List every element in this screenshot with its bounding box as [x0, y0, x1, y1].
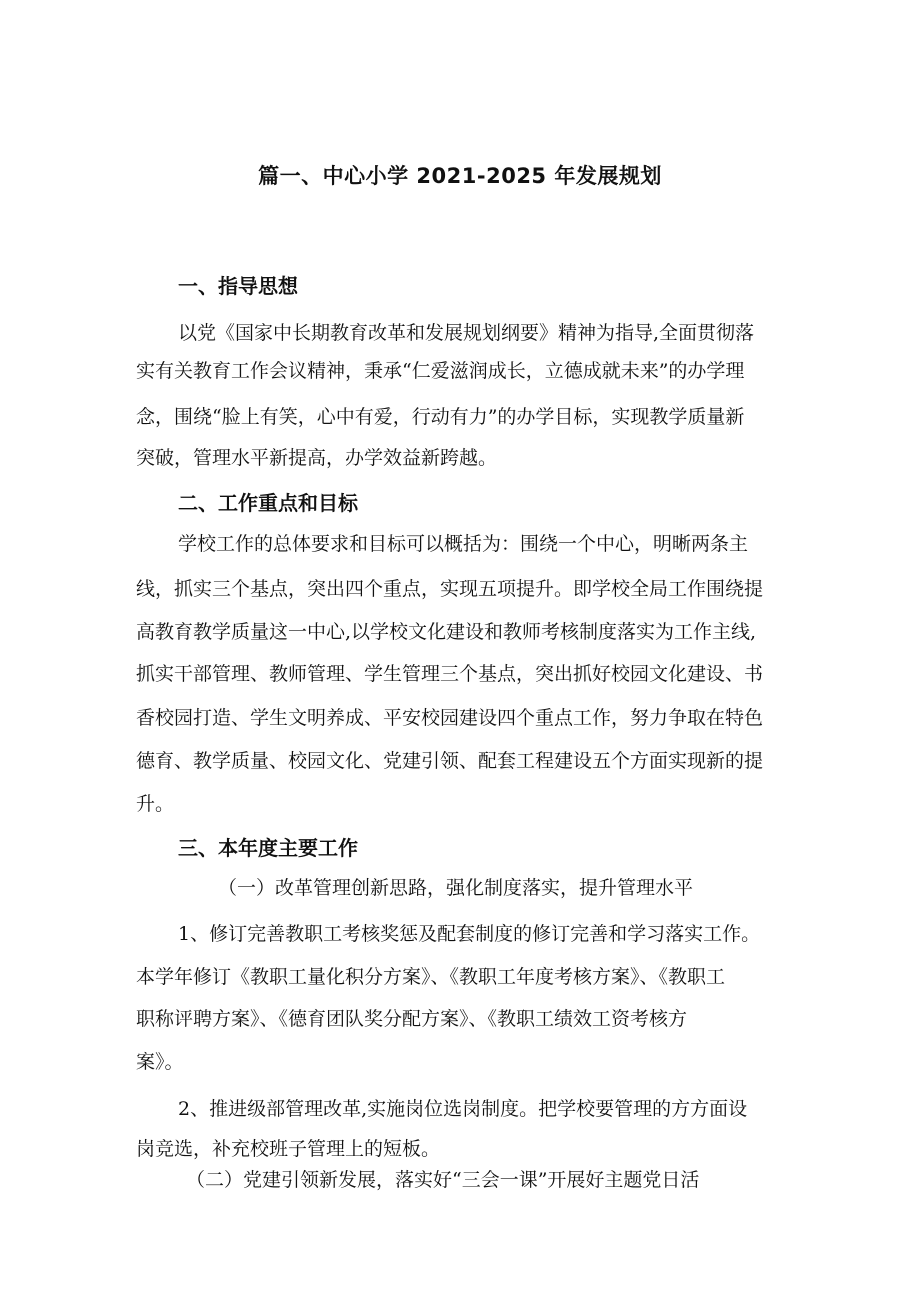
paragraph-line: 线，抓实三个基点，突出四个重点，实现五项提升。即学校全局工作围绕提	[136, 578, 764, 600]
section-heading-annual-work: 三、本年度主要工作	[178, 836, 358, 860]
paragraph-line: 本学年修订《教职工量化积分方案》、《教职工年度考核方案》、《教职工	[136, 966, 726, 988]
document-title: 篇一、中心小学 2021-2025 年发展规划	[258, 164, 662, 188]
paragraph-line: 案》。	[136, 1051, 184, 1073]
subheading-party-building: （二）党建引领新发展，落实好“三会一课”开展好主题党日活	[186, 1169, 700, 1191]
paragraph-line: 2、推进级部管理改革,实施岗位选岗制度。把学校要管理的方方面设	[178, 1098, 748, 1120]
paragraph-line: 职称评聘方案》、《德育团队奖分配方案》、《教职工绩效工资考核方	[136, 1008, 688, 1030]
paragraph-line: 高教育教学质量这一中心,以学校文化建设和教师考核制度落实为工作主线,	[136, 621, 757, 643]
paragraph-line: 1、修订完善教职工考核奖惩及配套制度的修订完善和学习落实工作。	[178, 923, 761, 945]
paragraph-line: 实有关教育工作会议精神，秉承“仁爱滋润成长，立德成就未来”的办学理	[136, 360, 745, 382]
subheading-management-reform: （一）改革管理创新思路，强化制度落实，提升管理水平	[218, 877, 694, 899]
section-heading-guiding-ideology: 一、指导思想	[178, 274, 298, 298]
paragraph-line: 以党《国家中长期教育改革和发展规划纲要》精神为指导,全面贯彻落	[178, 322, 755, 344]
paragraph-line: 岗竞选，补充校班子管理上的短板。	[136, 1138, 441, 1160]
paragraph-line: 念，围绕“脸上有笑，心中有爱，行动有力”的办学目标，实现教学质量新	[136, 406, 745, 428]
paragraph-line: 突破，管理水平新提高，办学效益新跨越。	[136, 447, 498, 469]
paragraph-line: 学校工作的总体要求和目标可以概括为：围绕一个中心，明晰两条主	[178, 533, 749, 555]
paragraph-line: 德育、教学质量、校园文化、党建引领、配套工程建设五个方面实现新的提	[136, 750, 764, 772]
paragraph-line: 抓实干部管理、教师管理、学生管理三个基点，突出抓好校园文化建设、书	[136, 663, 764, 685]
section-heading-work-focus: 二、工作重点和目标	[178, 491, 358, 515]
paragraph-line: 香校园打造、学生文明养成、平安校园建设四个重点工作，努力争取在特色	[136, 707, 764, 729]
paragraph-line: 升。	[136, 793, 175, 815]
